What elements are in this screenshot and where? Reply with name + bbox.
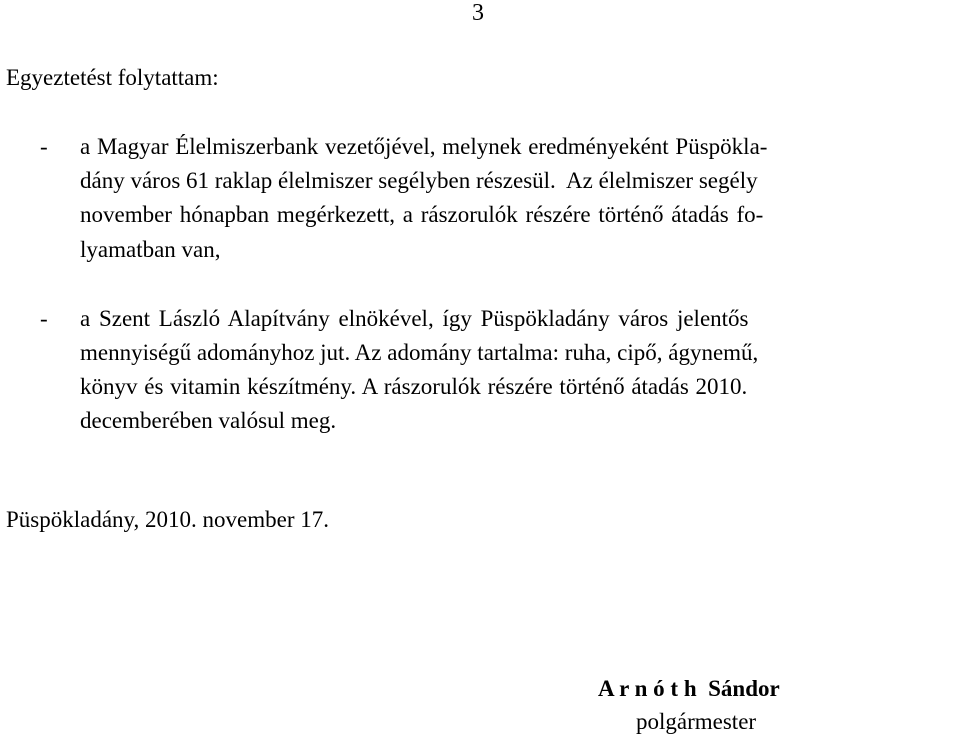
- list-bullet: -: [40, 134, 48, 159]
- page-number: 3: [472, 0, 484, 26]
- list-item-line: a Szent László Alapítvány elnökével, így Püspökladány város jelentős: [80, 306, 749, 331]
- list-item-line: könyv és vitamin készítmény. A rászorulók részére történő átadás 2010.: [80, 374, 748, 399]
- list-item-line: mennyiségű adományhoz jut. Az adomány tartalma: ruha, cipő, ágynemű,: [80, 340, 759, 365]
- list-item-line: dány város 61 raklap élelmiszer segélyben részesül. Az élelmiszer segély: [80, 168, 758, 193]
- signature-name: A r n ó t h Sándor: [598, 676, 780, 701]
- list-item-line: november hónapban megérkezett, a rászorulók részére történő átadás fo-: [80, 202, 764, 227]
- intro-heading: Egyeztetést folytattam:: [6, 65, 219, 90]
- list-item-line: a Magyar Élelmiszerbank vezetőjével, melynek eredményeként Püspökla-: [80, 134, 768, 159]
- date-line: Püspökladány, 2010. november 17.: [6, 507, 330, 532]
- list-item-line: lyamatban van,: [80, 237, 221, 262]
- list-item-line: decemberében valósul meg.: [80, 408, 337, 433]
- signature-title: polgármester: [636, 709, 757, 734]
- list-bullet: -: [40, 306, 48, 331]
